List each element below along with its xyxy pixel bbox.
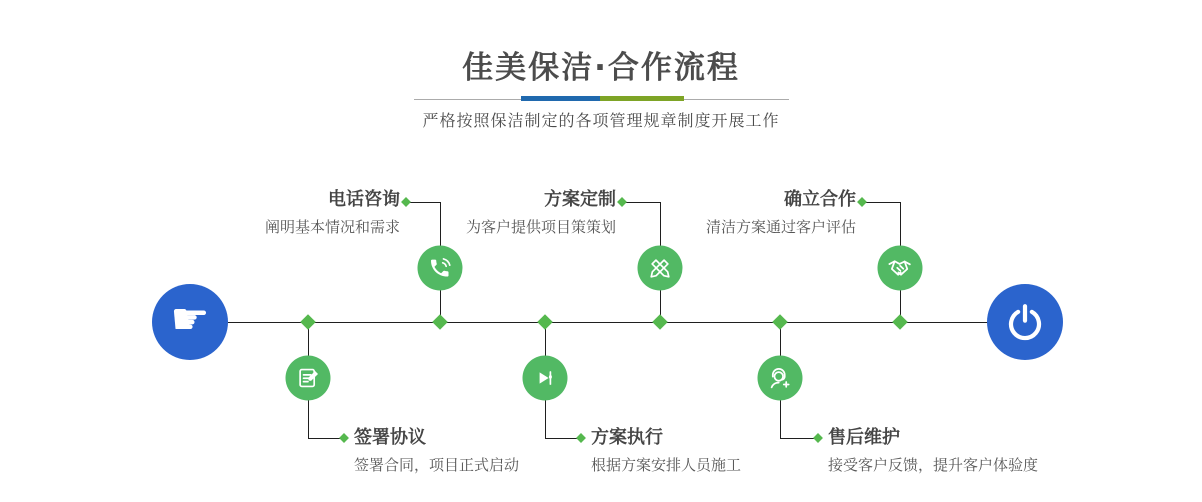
step-label-cooperation <box>706 189 856 236</box>
step-node-phone <box>418 246 463 291</box>
label-diamond <box>857 197 867 207</box>
handshake-icon <box>886 254 914 282</box>
junction-diamond <box>432 314 448 330</box>
junction-diamond <box>772 314 788 330</box>
connector-line <box>622 202 660 203</box>
step-title: 电话咨询 <box>328 189 400 210</box>
connector-line <box>862 202 900 203</box>
crossed-pens-icon <box>647 255 674 282</box>
power-icon <box>1004 301 1046 343</box>
step-desc: 根据方案安排人员施工 <box>591 455 742 474</box>
timeline-end-node <box>987 284 1063 360</box>
step-node-cooperation <box>878 246 923 291</box>
step-title: 签署协议 <box>354 427 426 448</box>
step-node-plan <box>638 246 683 291</box>
label-diamond <box>339 433 349 443</box>
label-diamond <box>576 433 586 443</box>
timeline-start-node <box>152 284 228 360</box>
step-label-phone <box>265 189 400 236</box>
step-desc: 清洁方案通过客户评估 <box>705 217 856 236</box>
timeline-main-line <box>228 322 988 323</box>
step-label-aftersales <box>828 427 1038 474</box>
label-diamond <box>617 197 627 207</box>
title-divider-blue-segment <box>521 96 600 101</box>
step-label-plan <box>466 189 616 236</box>
step-desc: 签署合同，项目正式启动 <box>354 455 520 474</box>
step-desc: 接受客户反馈，提升客户体验度 <box>828 455 1039 474</box>
step-node-aftersales <box>758 356 803 401</box>
contract-sign-icon <box>295 365 322 392</box>
step-title: 方案定制 <box>544 189 616 210</box>
step-title: 确立合作 <box>784 189 856 210</box>
pointing-hand-icon: ☛ <box>170 293 210 345</box>
page-title: 佳美保洁·合作流程 <box>462 50 740 86</box>
step-label-contract <box>354 427 519 474</box>
label-diamond <box>401 197 411 207</box>
step-desc: 阐明基本情况和需求 <box>264 217 400 236</box>
step-desc: 为客户提供项目策策划 <box>465 217 616 236</box>
junction-diamond <box>892 314 908 330</box>
step-title: 售后维护 <box>828 427 900 448</box>
page-subtitle: 严格按照保洁制定的各项管理规章制度开展工作 <box>422 111 780 130</box>
step-title: 方案执行 <box>591 427 663 448</box>
phone-icon <box>427 255 454 282</box>
step-node-execute <box>523 356 568 401</box>
junction-diamond <box>300 314 316 330</box>
step-label-execute <box>591 427 741 474</box>
customer-service-icon <box>766 364 794 392</box>
junction-diamond <box>537 314 553 330</box>
play-slider-icon <box>532 365 559 392</box>
junction-diamond <box>652 314 668 330</box>
label-diamond <box>813 433 823 443</box>
step-node-contract <box>286 356 331 401</box>
title-divider-green-segment <box>600 96 684 101</box>
connector-line <box>406 202 440 203</box>
